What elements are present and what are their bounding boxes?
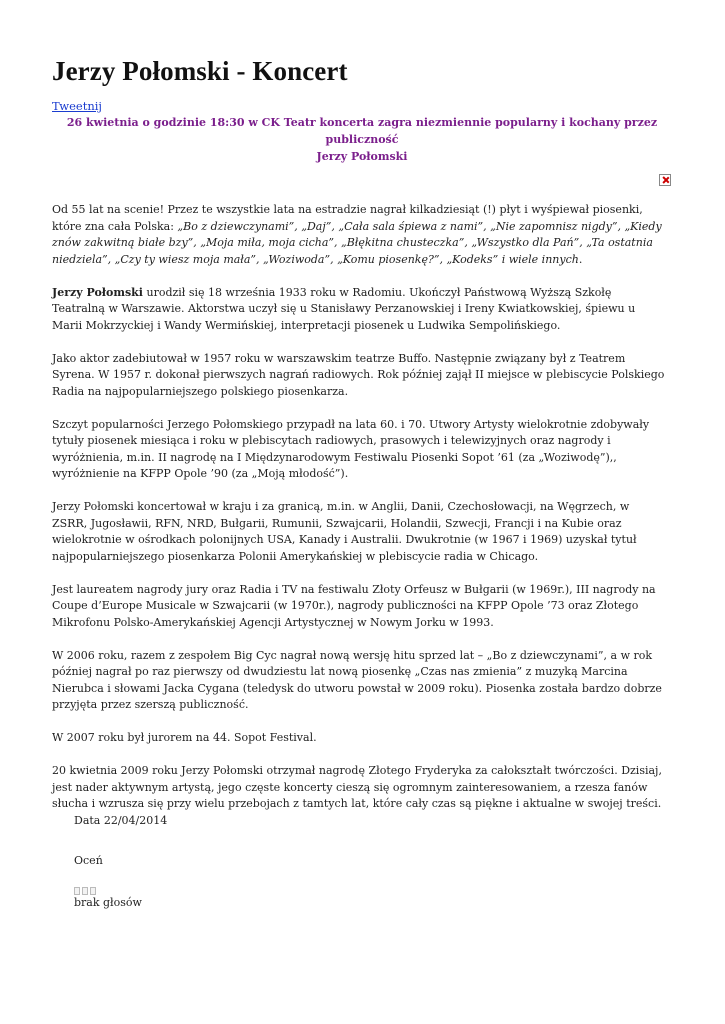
lead-line-1: 26 kwietnia o godzinie 18:30 w CK Teatr koncerta zagra niezmiennie popularny i kochany przez publiczność [66, 116, 658, 146]
rate-label: Oceń [74, 854, 103, 867]
star-icon[interactable] [82, 887, 88, 895]
artist-name: Jerzy Połomski [52, 285, 143, 299]
vote-count: brak głosów [74, 896, 142, 909]
bio-paragraph: Jerzy Połomski urodził się 18 września 1933 roku w Radomiu. Ukończył Państwową Wyższą Szkołę Teatralną w Warszawie. Aktorstwa uczył się u Stanisławy Perzanowskiej i Ireny Kwiatkowskiej, śpiewu u Marii Mokrzyckiej i Wandy Wermińskiej, interpretacji piosenek u Ludwika Sempolińskiego. [52, 285, 636, 332]
paragraph: W 2006 roku, razem z zespołem Big Cyc nagrał nową wersję hitu sprzed lat – „Bo z dziewczynami”, a w rok później nagrał po raz pierwszy od dwudziestu lat nową piosenkę „Czas nas zmienia” z muzyką Marcina Nierubca i słowami Jacka Cygana (teledysk do utworu powstał w 2009 roku). Piosenka została bardzo dobrze przyjęta przez szerszą publiczność. [52, 648, 662, 711]
star-icon[interactable] [90, 887, 96, 895]
rating-stars [74, 887, 96, 895]
paragraph: Jako aktor zadebiutował w 1957 roku w warszawskim teatrze Buffo. Następnie związany był z Teatrem Syrena. W 1957 r. dokonał pierwszych nagrań radiowych. Rok później zajął II miejsce w plebiscycie Polskiego Radia na najpopularniejszego polskiego piosenkarza. [52, 351, 665, 398]
article-body [52, 202, 666, 829]
intro-paragraph: Od 55 lat na scenie! Przez te wszystkie lata na estradzie nagrał kilkadziesiąt (!) płyt i wyśpiewał piosenki, które zna cała Polska: „Bo z dziewczynami”, „Daj”, „Cała sala śpiewa z nami”, „Nie zapomnisz nigdy”, „Kiedy znów zakwitną białe bzy”, „Moja miła, moja cicha”, „Błękitna chusteczka”, „Wszystko dla Pań”, „Ta ostatnia niedziela”, „Czy ty wiesz moja mała”, „Woziwoda”, „Komu piosenkę?”, „Kodeks” i wiele innych. [52, 203, 662, 266]
song-list: „Bo z dziewczynami”, „Daj”, „Cała sala śpiewa z nami”, „Nie zapomnisz nigdy”, „Kiedy znów zakwitną białe bzy”, „Moja miła, moja cicha”, „Błękitna chusteczka”, „Wszystko dla Pań”, „Ta ostatnia niedziela”, „Czy ty wiesz moja mała”, „Woziwoda”, „Komu piosenkę?”, „Kodeks” i wiele innych [52, 219, 662, 266]
lead-line-2: Jerzy Połomski [316, 150, 408, 163]
page-title: Jerzy Połomski - Koncert [52, 56, 348, 86]
paragraph: W 2007 roku był jurorem na 44. Sopot Festival. [52, 731, 317, 744]
paragraph: Jerzy Połomski koncertował w kraju i za granicą, m.in. w Anglii, Danii, Czechosłowacji, na Węgrzech, w ZSRR, Jugosławii, RFN, NRD, Bułgarii, Rumunii, Szwajcarii, Holandii, Szwecji, Francji i na Kubie oraz wielokrotnie w ośrodkach polonijnych USA, Kanady i Australii. Dwukrotnie (w 1967 i 1969) uzyskał tytuł najpopularniejszego piosenkarza Polonii Amerykańskiej w plebiscycie radia w Chicago. [52, 500, 637, 563]
paragraph: 20 kwietnia 2009 roku Jerzy Połomski otrzymał nagrodę Złotego Fryderyka za całokształt twórczości. Dzisiaj, jest nader aktywnym artystą, jego częste koncerty cieszą się ogromnym zainteresowaniem, a rzesza fanów słucha i wzrusza się przy wielu przebojach z tamtych lat, które cały czas są piękne i aktualne w swojej treści. [52, 764, 662, 810]
broken-image-icon [659, 174, 671, 186]
star-icon[interactable] [74, 887, 80, 895]
lead-text [52, 114, 672, 165]
tweet-link[interactable]: Tweetnij [52, 99, 102, 113]
publish-date: Data 22/04/2014 [74, 814, 168, 827]
paragraph: Szczyt popularności Jerzego Połomskiego przypadł na lata 60. i 70. Utwory Artysty wielokrotnie zdobywały tytuły piosenek miesiąca i roku w plebiscytach radiowych, prasowych i telewizyjnych oraz nagrody i wyróżnienia, m.in. II nagrodę na I Międzynarodowym Festiwalu Piosenki Sopot ’61 (za „Woziwodę”),, wyróżnienie na KFPP Opole ’90 (za „Moją młodość”). [52, 417, 650, 480]
paragraph: Jest laureatem nagrody jury oraz Radia i TV na festiwalu Złoty Orfeusz w Bułgarii (w 1969r.), III nagrody na Coupe d’Europe Musicale w Szwajcarii (w 1970r.), nagrody publiczności na KFPP Opole ’73 oraz Złotego Mikrofonu Polsko-Amerykańskiej Agencji Artystycznej w Nowym Jorku w 1993. [52, 582, 656, 629]
